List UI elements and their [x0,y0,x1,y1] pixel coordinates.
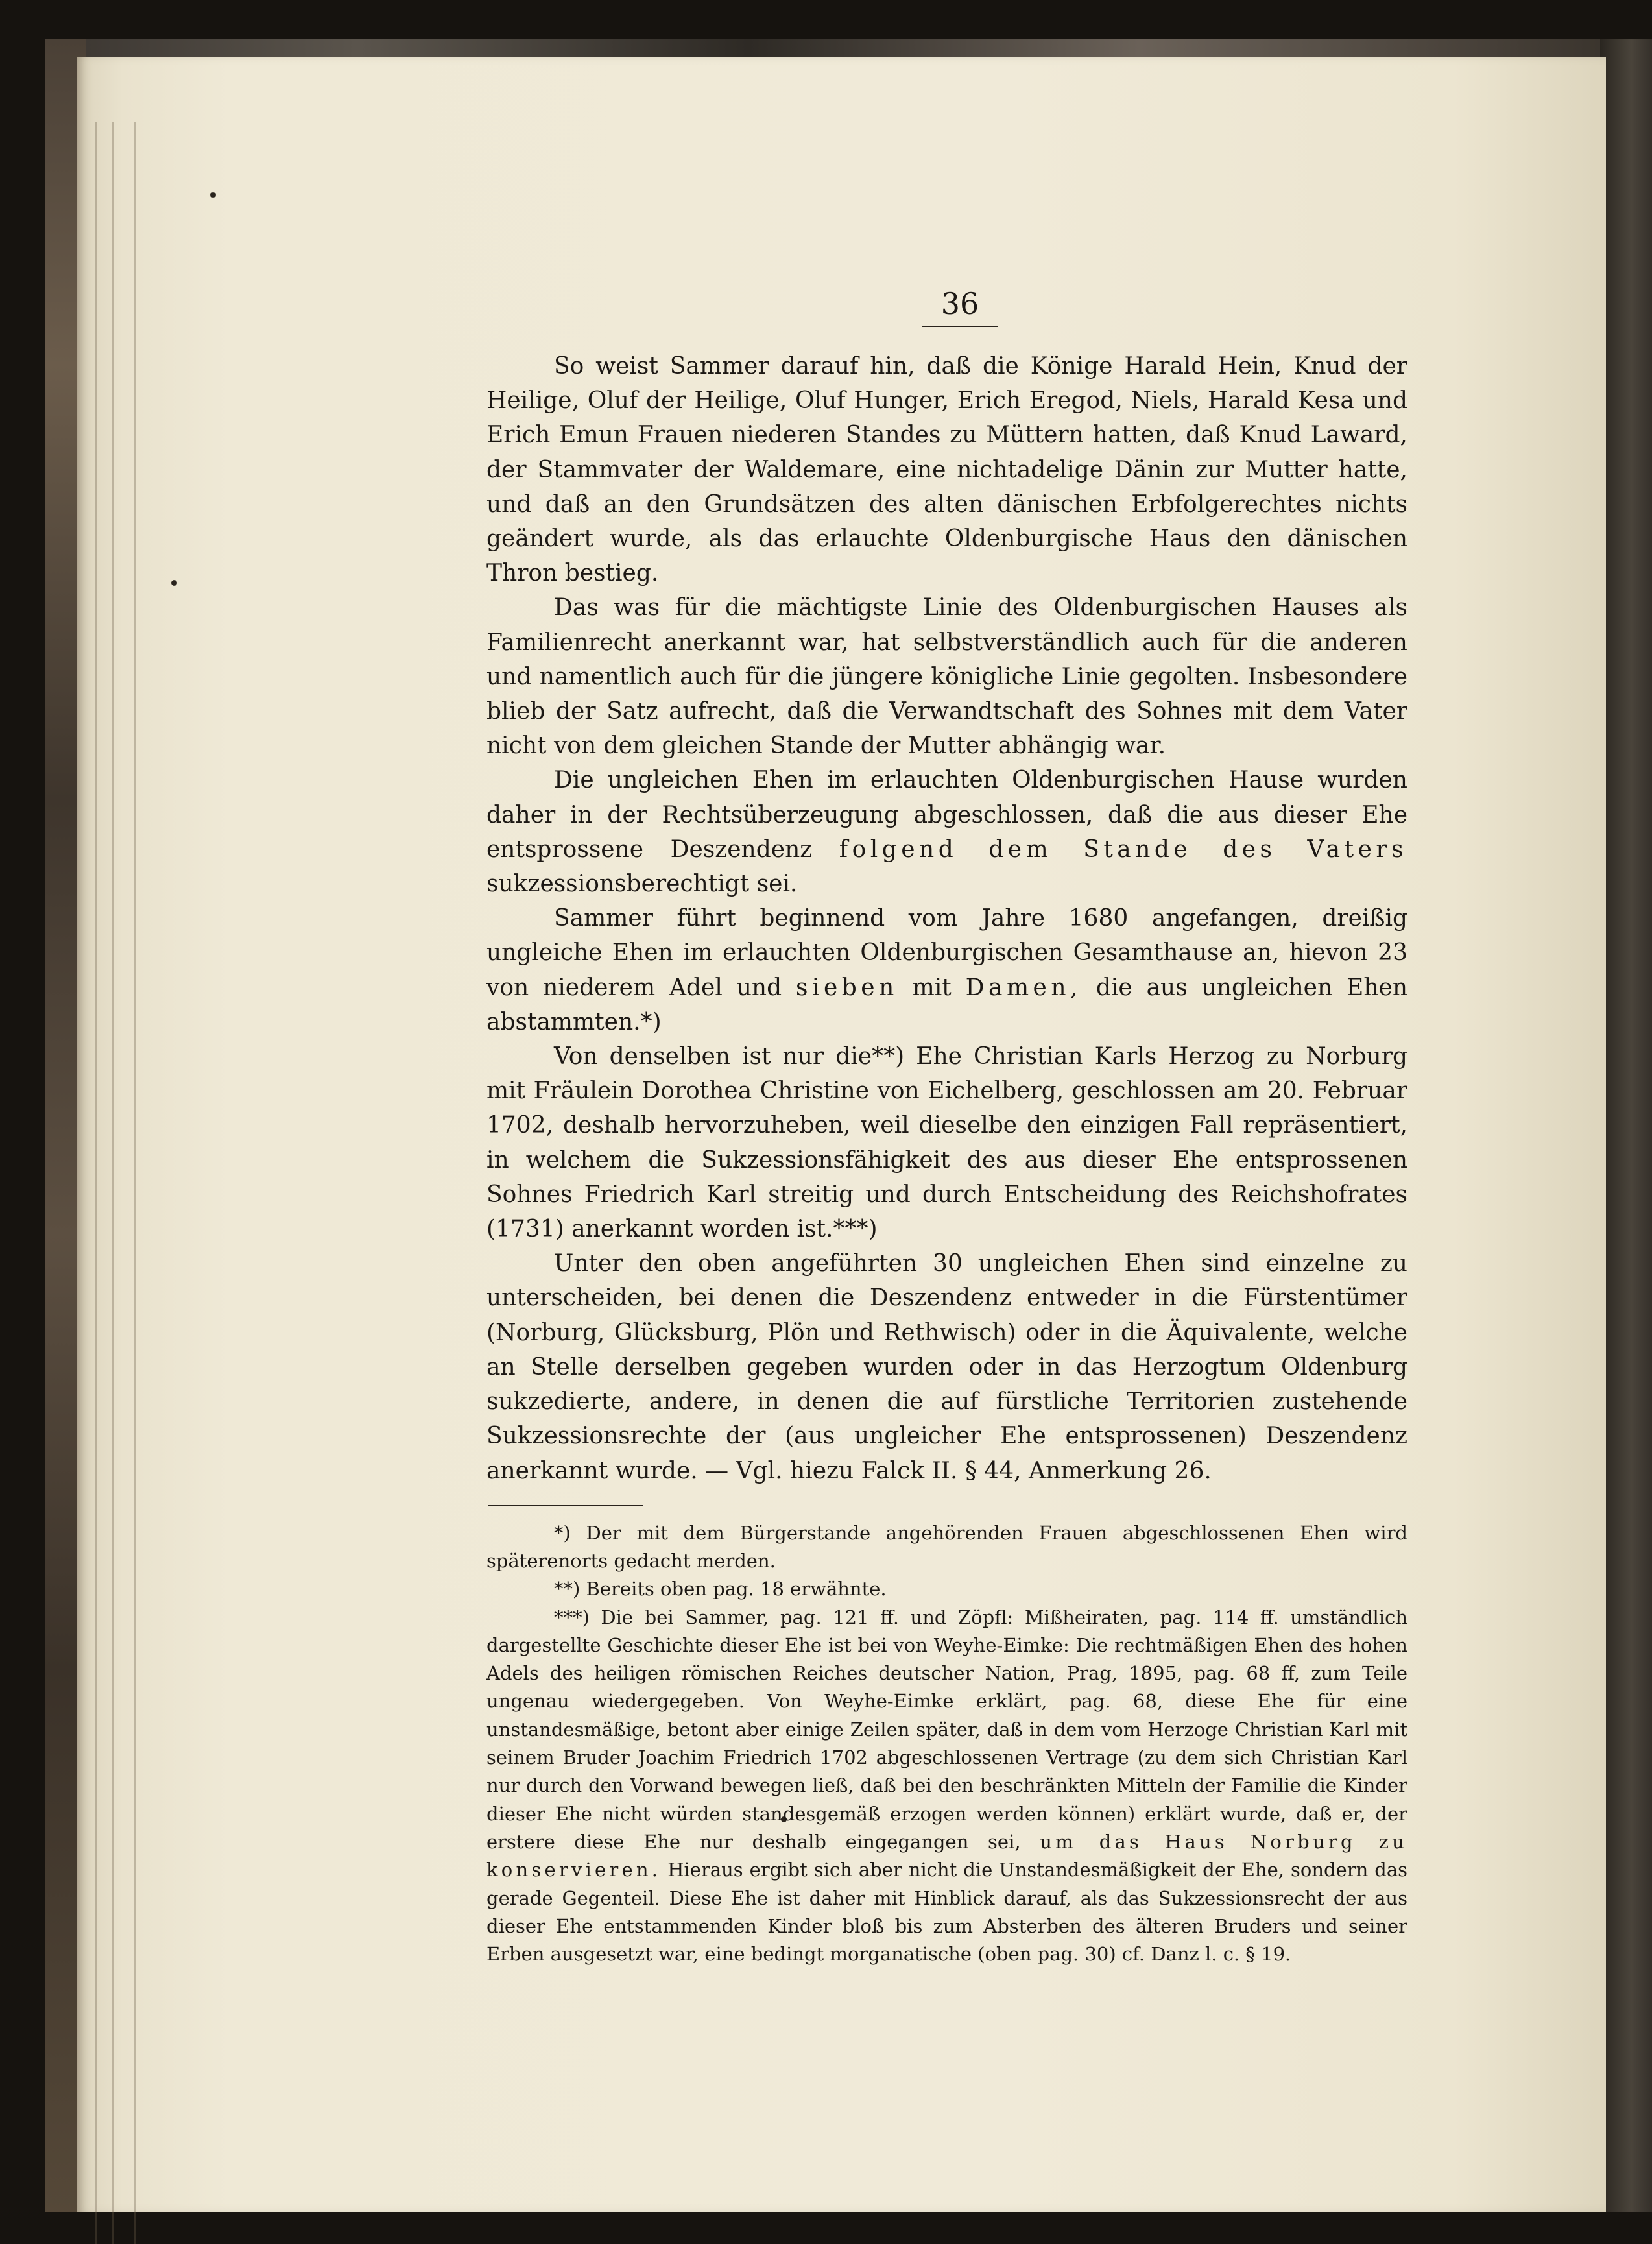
page-number [512,284,1407,327]
paragraph-4-text-end: die aus ungleichen Ehen abstammten.*) [486,974,1408,1035]
paragraph-4-text: Sammer führt beginnend vom Jahre 1680 angefangen, dreißig ungleiche Ehen im erlauchten Oldenburgischen Gesamthause an, hievon 23 von niederem Adel und [486,905,1407,1001]
footnote-3-spaced-text: um das Haus Norburg zu konservieren. [486,1830,1407,1881]
footnote-3-text: ***) Die bei Sammer, pag. 121 ff. und Zöpfl: Mißheiraten, pag. 114 ff. umständlich dargestellte Geschichte dieser Ehe ist bei von Weyhe-Eimke: Die rechtmäßigen Ehen des hohen Adels des heiligen römischen Reiches deutscher Nation, Prag, 1895, pag. 68 ff, zum Teile ungenau wiedergegeben. Von Weyhe-Eimke erklärt, pag. 68, diese Ehe für eine unstandesmäßige, betont aber einige Zeilen später, daß in dem vom Herzoge Christian Karl mit seinem Bruder Joachim Friedrich 1702 abgeschlossenen Vertrage (zu dem sich Christian Karl nur durch den Vorwand bewegen ließ, daß bei den beschränkten Mitteln der Familie die Kinder dieser Ehe nicht würden standesgemäß erzogen werden können) erklärt wurde, daß er, der erstere diese Ehe nur deshalb eingegangen sei, [486,1606,1407,1853]
footnotes [486,1519,1407,1969]
paragraph-3-text-end: sukzessionsberechtigt sei. [486,871,798,898]
book-cover-right-edge [1600,39,1652,2212]
footnote-3-text-end: Hieraus ergibt sich aber nicht die Unstandesmäßigkeit der Ehe, sondern das gerade Gegenteil. Diese Ehe ist daher mit Hinblick darauf, als das Sukzessionsrecht der aus dieser Ehe entstammenden Kinder bloß bis zum Absterben des älteren Bruders und seiner Erben ausgesetzt war, eine bedingt morganatische (oben pag. 30) cf. Danz l. c. § 19. [486,1859,1408,1966]
paragraph-1: So weist Sammer darauf hin, daß die Könige Harald Hein, Knud der Heilige, Oluf der Heilige, Oluf Hunger, Erich Eregod, Niels, Harald Kesa und Erich Emun Frauen niederen Standes zu Müttern hatten, daß Knud Laward, der Stammvater der Waldemare, eine nichtadelige Dänin zur Mutter hatte, und daß an den Grundsätzen des alten dänischen Erbfolgerechtes nichts geändert wurde, als das erlauchte Oldenburgische Haus den dänischen Thron bestieg. [486,353,1407,587]
footnote-3 [486,1604,1407,1969]
paragraph-4-spaced-text: sieben [796,974,898,1001]
body-text [486,349,1407,1488]
footnote-1: *) Der mit dem Bürgerstande angehörenden Frauen abgeschlossenen Ehen wird späterenorts gedacht merden. [486,1521,1407,1572]
paragraph-3 [486,763,1407,901]
page-number-text: 36 [922,284,999,327]
paragraph-4-text-mid: mit [912,974,952,1001]
footnote-2: **) Bereits oben pag. 18 erwähnte. [554,1578,887,1600]
paragraph-3-text: Die ungleichen Ehen im erlauchten Oldenburgischen Hause wurden daher in der Rechtsüberzeugung abgeschlossen, daß die aus dieser Ehe entsprossene Deszendenz [486,767,1407,863]
text-block [486,284,1407,1968]
ink-speck [171,580,177,586]
paragraph-4-spaced-text-2: Damen, [965,974,1082,1001]
page-edge-line [134,122,136,2244]
paragraph-2: Das was für die mächtigste Linie des Oldenburgischen Hauses als Familienrecht anerkannt war, hat selbstverständlich auch für die anderen und namentlich auch für die jüngere königliche Linie gegolten. Insbesondere blieb der Satz aufrecht, daß die Verwandtschaft des Sohnes mit dem Vater nicht von dem gleichen Stande der Mutter abhängig war. [486,594,1407,760]
paragraph-4 [486,901,1407,1039]
page-edge-line [95,122,97,2244]
ink-speck [210,192,216,198]
footnote-separator [488,1505,643,1506]
paragraph-6: Unter den oben angeführten 30 ungleichen Ehen sind einzelne zu unterscheiden, bei denen die Deszendenz entweder in die Fürstentümer (Norburg, Glücksburg, Plön und Rethwisch) oder in die Äquivalente, welche an Stelle derselben gegeben wurden oder in das Herzogtum Oldenburg sukzedierte, andere, in denen die auf fürstliche Territorien zustehende Sukzessionsrechte der (aus ungleicher Ehe entsprossenen) Deszendenz anerkannt wurde. — Vgl. hiezu Falck II. § 44, Anmerkung 26. [486,1250,1407,1484]
paragraph-3-spaced-text: folgend dem Stande des Vaters [839,836,1407,863]
paragraph-5: Von denselben ist nur die**) Ehe Christian Karls Herzog zu Norburg mit Fräulein Dorothea Christine von Eichelberg, geschlossen am 20. Februar 1702, deshalb hervorzuheben, weil dieselbe den einzigen Fall repräsentiert, in welchem die Sukzessionsfähigkeit des aus dieser Ehe entsprossenen Sohnes Friedrich Karl streitig und durch Entscheidung des Reichshofrates (1731) anerkannt worden ist.***) [486,1043,1407,1243]
page-edge-line [112,122,114,2244]
